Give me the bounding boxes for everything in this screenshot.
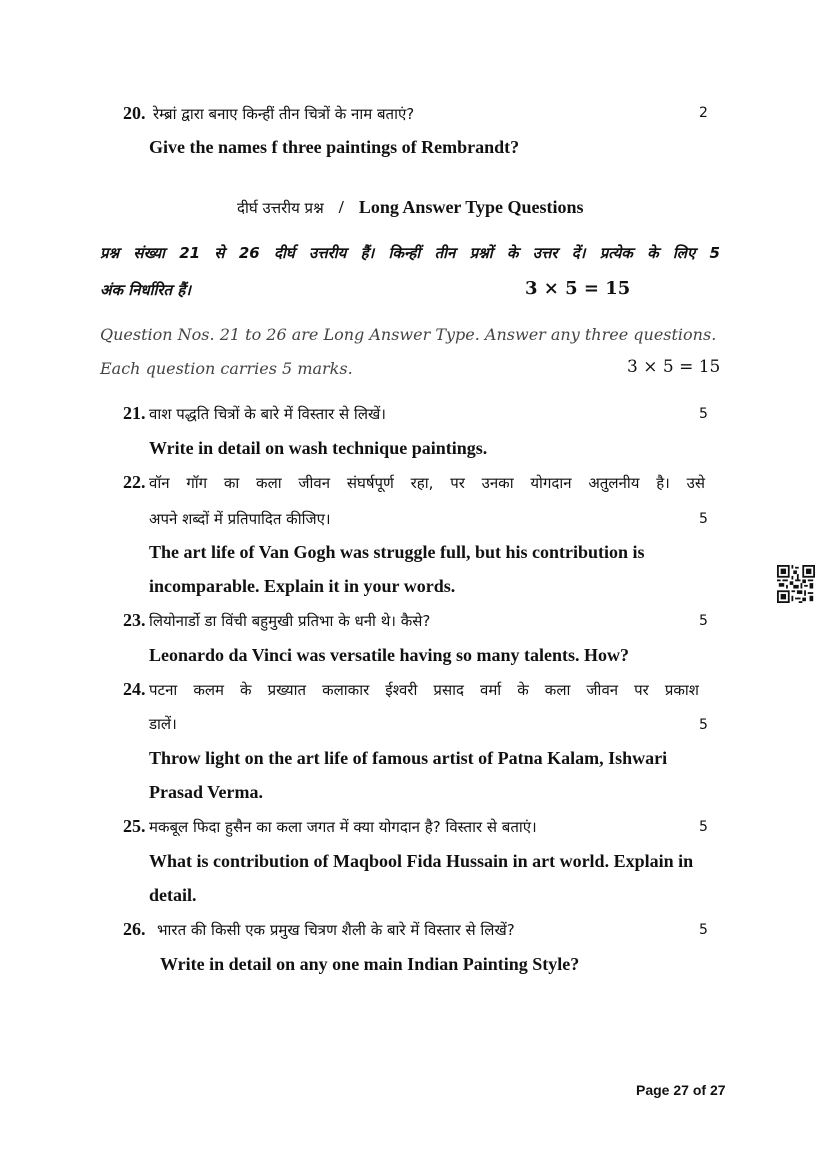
q25-marks: 5 [699,819,708,835]
instructions-english-marks: 3 × 5 = 15 [627,357,721,377]
page-label: Page [636,1082,670,1098]
q25-english-line1: What is contribution of Maqbool Fida Hussain in art world. Explain in [149,851,694,871]
q23-number: 23. [123,610,146,630]
instructions-english-line2: Each question carries 5 marks. [100,359,353,378]
instructions-hindi-line1: प्रश्न संख्या 21 से 26 दीर्घ उत्तरीय हैं। किन्हीं तीन प्रश्नों के उत्तर दें। प्रत्येक के लिए 5 [100,244,720,262]
q25-hindi: मकबूल फिदा हुसैन का कला जगत में क्या योगदान है? विस्तार से बताएं। [149,818,537,836]
instructions-hindi-line2: अंक निर्धारित हैं। [100,281,191,299]
q26-hindi: भारत की किसी एक प्रमुख चित्रण शैली के बारे में विस्तार से लिखें? [157,921,515,939]
section-heading-hindi: दीर्घ उत्तरीय प्रश्न [237,199,324,217]
q21-number: 21. [123,403,146,423]
q20-hindi: रेम्ब्रां द्वारा बनाए किन्हीं तीन चित्रों के नाम बताएं? [153,105,415,123]
q24-english-line2: Prasad Verma. [149,782,263,802]
q24-hindi-line1: पटना कलम के प्रख्यात कलाकार ईश्वरी प्रसाद वर्मा के कला जीवन पर प्रकाश [149,681,699,699]
q24-number: 24. [123,679,146,699]
q22-english-line1: The art life of Van Gogh was struggle full, but his contribution is [149,542,645,562]
page-of: of [692,1082,707,1098]
q26-marks: 5 [699,922,708,938]
section-heading-english: Long Answer Type Questions [358,197,584,217]
q21-hindi: वाश पद्धति चित्रों के बारे में विस्तार से लिखें। [149,405,386,423]
q20-marks: 2 [699,105,708,121]
qr-code-icon [777,565,815,603]
q20-english: Give the names f three paintings of Rembrandt? [149,137,520,157]
q26-number: 26. [123,919,146,939]
q23-hindi: लियोनार्डो डा विंची बहुमुखी प्रतिभा के धनी थे। कैसे? [149,612,431,630]
q22-english-line2: incomparable. Explain it in your words. [149,576,456,596]
q23-english: Leonardo da Vinci was versatile having so many talents. How? [149,645,630,665]
q24-hindi-line2: डालें। [149,715,177,733]
q22-hindi-line1: वॉन गॉग का कला जीवन संघर्षपूर्ण रहा, पर उनका योगदान अतुलनीय है। उसे [149,474,705,492]
page-total: 27 [709,1082,726,1098]
instructions-english-line1: Question Nos. 21 to 26 are Long Answer Type. Answer any three questions. [100,325,717,344]
q23-marks: 5 [699,613,708,629]
q26-english: Write in detail on any one main Indian Painting Style? [160,954,580,974]
q24-english-line1: Throw light on the art life of famous artist of Patna Kalam, Ishwari [149,748,668,768]
q22-marks: 5 [699,511,708,527]
instructions-hindi-marks: 3 × 5 = 15 [525,278,631,299]
q21-english: Write in detail on wash technique paintings. [149,438,488,458]
q25-number: 25. [123,816,146,836]
section-heading [237,197,583,218]
q20-number: 20. [123,103,146,123]
q22-hindi-line2: अपने शब्दों में प्रतिपादित कीजिए। [149,510,331,528]
q21-marks: 5 [699,406,708,422]
section-heading-sep: / [338,197,344,217]
page-footer [636,1082,726,1098]
q25-english-line2: detail. [149,885,197,905]
page-current: 27 [673,1082,689,1098]
q22-number: 22. [123,472,146,492]
q24-marks: 5 [699,717,708,733]
